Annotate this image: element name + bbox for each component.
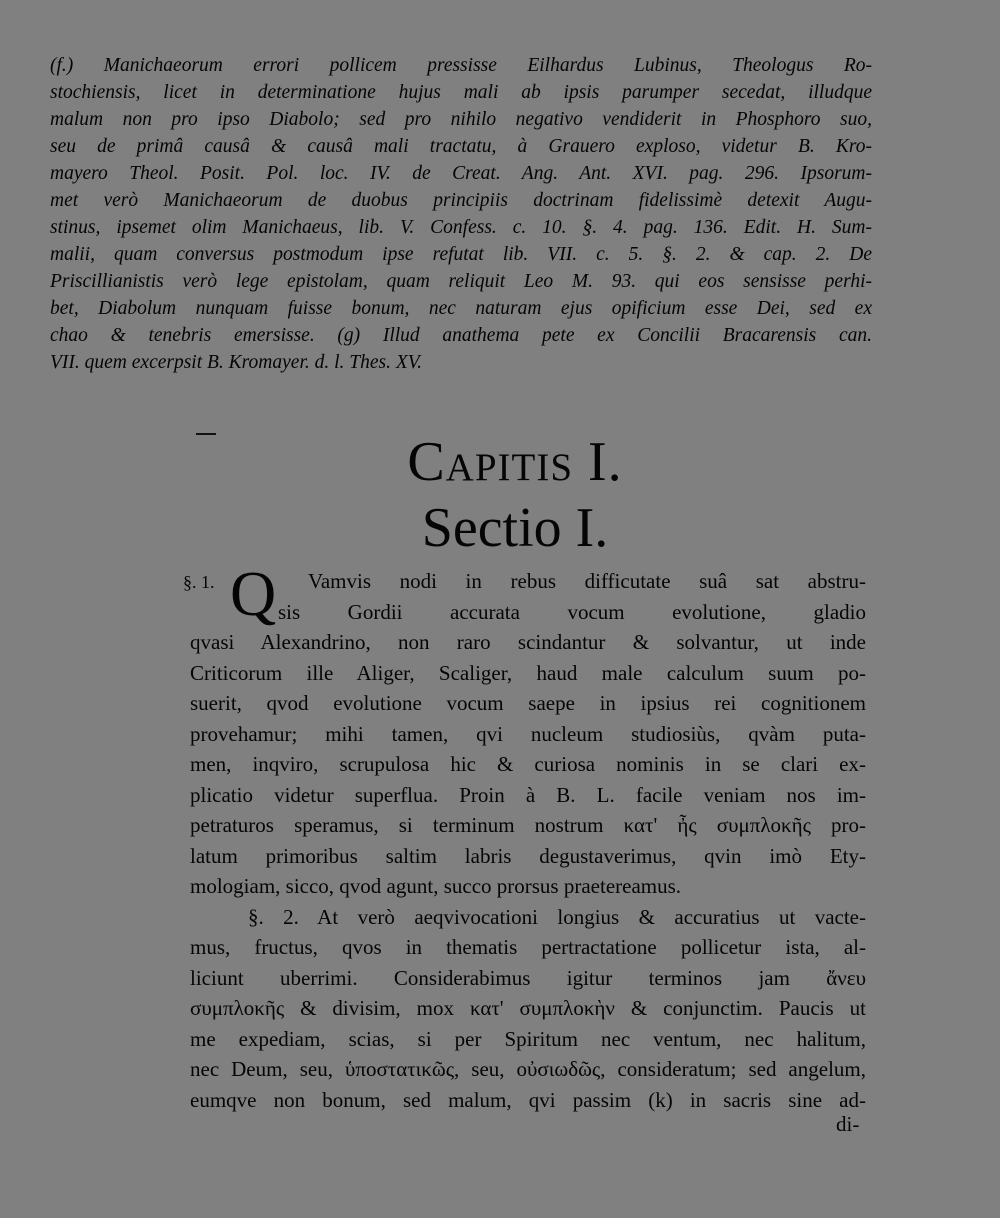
drop-capital: Q: [230, 558, 277, 629]
text-line: latum primoribus saltim labris degustaverimus, qvin imò Ety-: [190, 843, 866, 868]
footnote-line: stochiensis, licet in determinatione hujus mali ab ipsis parumper secedat, illudque: [50, 82, 872, 103]
footnote-line: malii, quam conversus postmodum ipse refutat lib. VII. c. 5. §. 2. & cap. 2. De: [50, 244, 872, 265]
catchword: di-: [836, 1112, 860, 1136]
text-line: me expediam, scias, si per Spiritum nec ventum, nec halitum,: [190, 1026, 866, 1051]
footnote-line: VII. quem excerpsit B. Kromayer. d. l. Thes. XV.: [50, 352, 423, 373]
text-line: men, inqviro, scrupulosa hic & curiosa nominis in se clari ex-: [190, 752, 866, 776]
section-heading: Sectio I.: [421, 497, 609, 559]
text-line: eumqve non bonum, sed malum, qvi passim (k) in sacris sine ad-: [190, 1087, 866, 1112]
footnote-line: stinus, ipsemet olim Manichaeus, lib. V. Confess. c. 10. §. 4. pag. 136. Edit. H. Sum-: [50, 217, 872, 238]
text-line: §. 2. At verò aeqvivocationi longius & accuratius ut vacte-: [248, 904, 866, 929]
text-line: nec Deum, seu, ὑποστατικῶς, seu, οὐσιωδῶς, consideratum; sed angelum,: [190, 1057, 866, 1081]
text-line: qvasi Alexandrino, non raro scindantur & solvantur, ut inde: [190, 630, 866, 654]
text-line: provehamur; mihi tamen, qvi nucleum studiosiùs, qvàm puta-: [190, 721, 866, 746]
footnote-line: chao & tenebris emersisse. (g) Illud anathema pete ex Concilii Bracarensis can.: [50, 325, 872, 346]
footnote-line: (f.) Manichaeorum errori pollicem pressisse Eilhardus Lubinus, Theologus Ro-: [50, 55, 872, 76]
footnote-line: bet, Diabolum nunquam fuisse bonum, nec naturam ejus opificium esse Dei, sed ex: [50, 298, 872, 319]
footnote-line: malum non pro ipso Diabolo; sed pro nihilo negativo vendiderit in Phosphoro suo,: [50, 109, 872, 130]
text-line: mologiam, sicco, qvod agunt, succo prorsus praetereamus.: [190, 874, 682, 898]
footnote-line: seu de primâ causâ & causâ mali tractatu, à Grauero exploso, videtur B. Kro-: [50, 136, 872, 157]
text-line: συμπλοκῆς & divisim, mox κατ' συμπλοκὴν & conjunctim. Paucis ut: [190, 996, 866, 1020]
text-line: mus, fructus, qvos in thematis pertractatione pollicetur ista, al-: [190, 935, 866, 959]
footnote-line: Priscillianistis verò lege epistolam, quam reliquit Leo M. 93. qui eos sensisse perhi-: [50, 271, 872, 292]
text-line: Criticorum ille Aliger, Scaliger, haud male calculum suum po-: [190, 660, 866, 685]
text-line: suerit, qvod evolutione vocum saepe in ipsius rei cognitionem: [190, 691, 866, 715]
text-line: Vamvis nodi in rebus difficutate suâ sat abstru-: [308, 569, 866, 593]
footnote-line: met verò Manichaeorum de duobus principiis doctrinam fidelissimè detexit Augu-: [50, 190, 872, 211]
text-line: plicatio videtur superflua. Proin à B. L. facile veniam nos im-: [190, 782, 866, 807]
chapter-heading: Capitis I.: [407, 431, 623, 493]
text-line: sis Gordii accurata vocum evolutione, gladio: [278, 599, 866, 624]
section-marker: §. 1.: [183, 572, 215, 592]
footnotes-block: [50, 52, 872, 376]
text-line: petraturos speramus, si terminum nostrum κατ' ἦς συμπλοκῆς pro-: [190, 813, 866, 837]
main-text: [190, 566, 866, 1115]
text-line: liciunt uberrimi. Considerabimus igitur terminos jam ἄνευ: [190, 965, 866, 990]
footnote-line: mayero Theol. Posit. Pol. loc. IV. de Creat. Ang. Ant. XVI. pag. 296. Ipsorum-: [50, 163, 872, 184]
